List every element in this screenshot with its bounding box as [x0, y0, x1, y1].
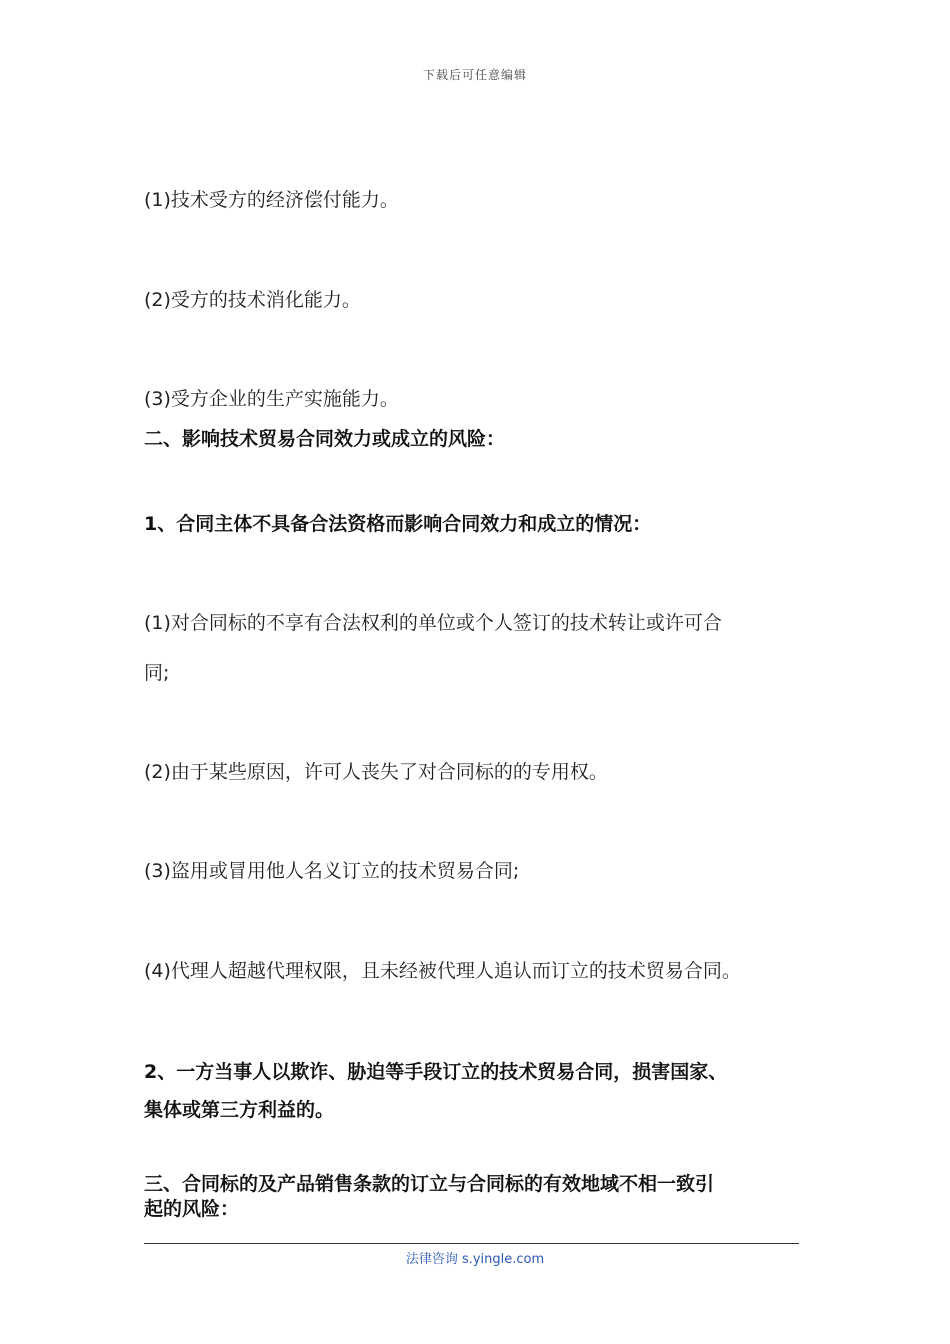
list-item-2: (2)由于某些原因，许可人丧失了对合同标的的专用权。 [144, 761, 608, 783]
list-item-4: (4)代理人超越代理权限，且未经被代理人追认而订立的技术贸易合同。 [144, 960, 741, 982]
paragraph-item-1: (1)技术受方的经济偿付能力。 [144, 189, 399, 211]
footer-divider [144, 1243, 799, 1244]
header-note: 下载后可任意编辑 [422, 68, 527, 82]
subsection-heading-2-line-1: 2、一方当事人以欺诈、胁迫等手段订立的技术贸易合同，损害国家、 [144, 1061, 728, 1083]
subsection-heading-2-line-2: 集体或第三方利益的。 [144, 1099, 335, 1121]
footer-link[interactable]: 法律咨询 s.yingle.com [405, 1252, 545, 1267]
section-heading-2: 二、影响技术贸易合同效力或成立的风险： [144, 428, 506, 450]
section-heading-3-line-1: 三、合同标的及产品销售条款的订立与合同标的有效地域不相一致引 [144, 1173, 715, 1195]
paragraph-item-2: (2)受方的技术消化能力。 [144, 289, 361, 311]
section-heading-3-line-2: 起的风险： [144, 1198, 240, 1220]
paragraph-item-3: (3)受方企业的生产实施能力。 [144, 388, 399, 410]
list-item-1-line-1: (1)对合同标的不享有合法权利的单位或个人签订的技术转让或许可合 [144, 612, 722, 634]
subsection-heading-1: 1、合同主体不具备合法资格而影响合同效力和成立的情况： [144, 513, 652, 535]
list-item-3: (3)盗用或冒用他人名义订立的技术贸易合同; [144, 860, 520, 882]
list-item-1-line-2: 同; [144, 662, 170, 684]
